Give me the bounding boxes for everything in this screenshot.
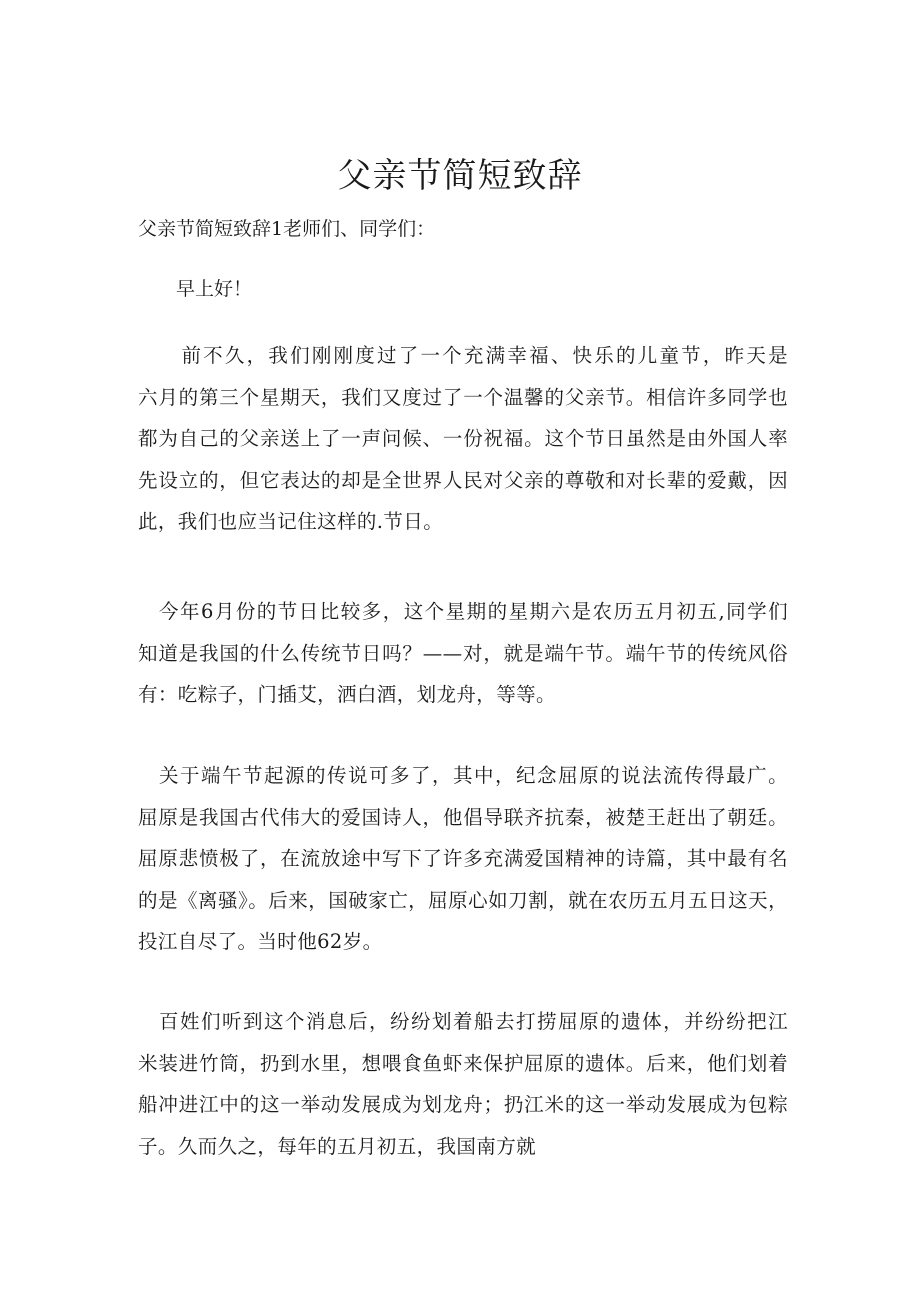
paragraph-line: 此，我们也应当记住这样的.节日。 [138, 510, 444, 533]
paragraph-line: 投江自尽了。当时他62岁。 [138, 930, 383, 953]
paragraph-4 [138, 1001, 788, 1167]
paragraph-line: 六月的第三个星期天，我们又度过了一个温馨的父亲节。相信许多同学也 [138, 385, 788, 409]
paragraph-line: 有：吃粽子，门插艾，洒白酒，划龙舟，等等。 [138, 683, 556, 706]
paragraph-line: 都为自己的父亲送上了一声问候、一份祝福。这个节日虽然是由外国人率 [138, 427, 788, 450]
intro-line: 父亲节简短致辞1老师们、同学们： [138, 218, 436, 240]
paragraph-line: 屈原是我国古代伟大的爱国诗人，他倡导联齐抗秦，被楚王赶出了朝廷。 [138, 805, 788, 829]
paragraph-line: 船冲进江中的这一举动发展成为划龙舟；扔江米的这一举动发展成为包粽 [138, 1093, 788, 1116]
paragraph-line: 前不久，我们刚刚度过了一个充满幸福、快乐的儿童节，昨天是 [138, 344, 788, 367]
paragraph-line: 子。久而久之，每年的五月初五，我国南方就 [138, 1134, 537, 1158]
paragraph-line: 先设立的，但它表达的却是全世界人民对父亲的尊敬和对长辈的爱戴，因 [138, 468, 788, 492]
paragraph-3 [138, 755, 788, 963]
paragraph-line: 关于端午节起源的传说可多了，其中，纪念屈原的说法流传得最广。 [138, 764, 788, 787]
paragraph-line: 屈原悲愤极了，在流放途中写下了许多充满爱国精神的诗篇，其中最有名 [138, 847, 788, 870]
paragraph-1 [138, 335, 788, 543]
paragraph-2 [138, 591, 788, 716]
paragraph-line: 米装进竹筒，扔到水里，想喂食鱼虾来保护屈原的遗体。后来，他们划着 [138, 1051, 788, 1075]
paragraph-line: 百姓们听到这个消息后，纷纷划着船去打捞屈原的遗体，并纷纷把江 [138, 1010, 788, 1033]
paragraph-line: 知道是我国的什么传统节日吗？——对，就是端午节。端午节的传统风俗 [138, 641, 788, 665]
paragraph-line: 今年6月份的节日比较多，这个星期的星期六是农历五月初五,同学们 [138, 600, 788, 623]
paragraph-line: 的是《离骚》。后来，国破家亡，屈原心如刀割，就在农历五月五日这天， [138, 888, 788, 912]
document-title: 父亲节简短致辞 [337, 156, 583, 196]
greeting-line: 早上好！ [176, 278, 253, 300]
